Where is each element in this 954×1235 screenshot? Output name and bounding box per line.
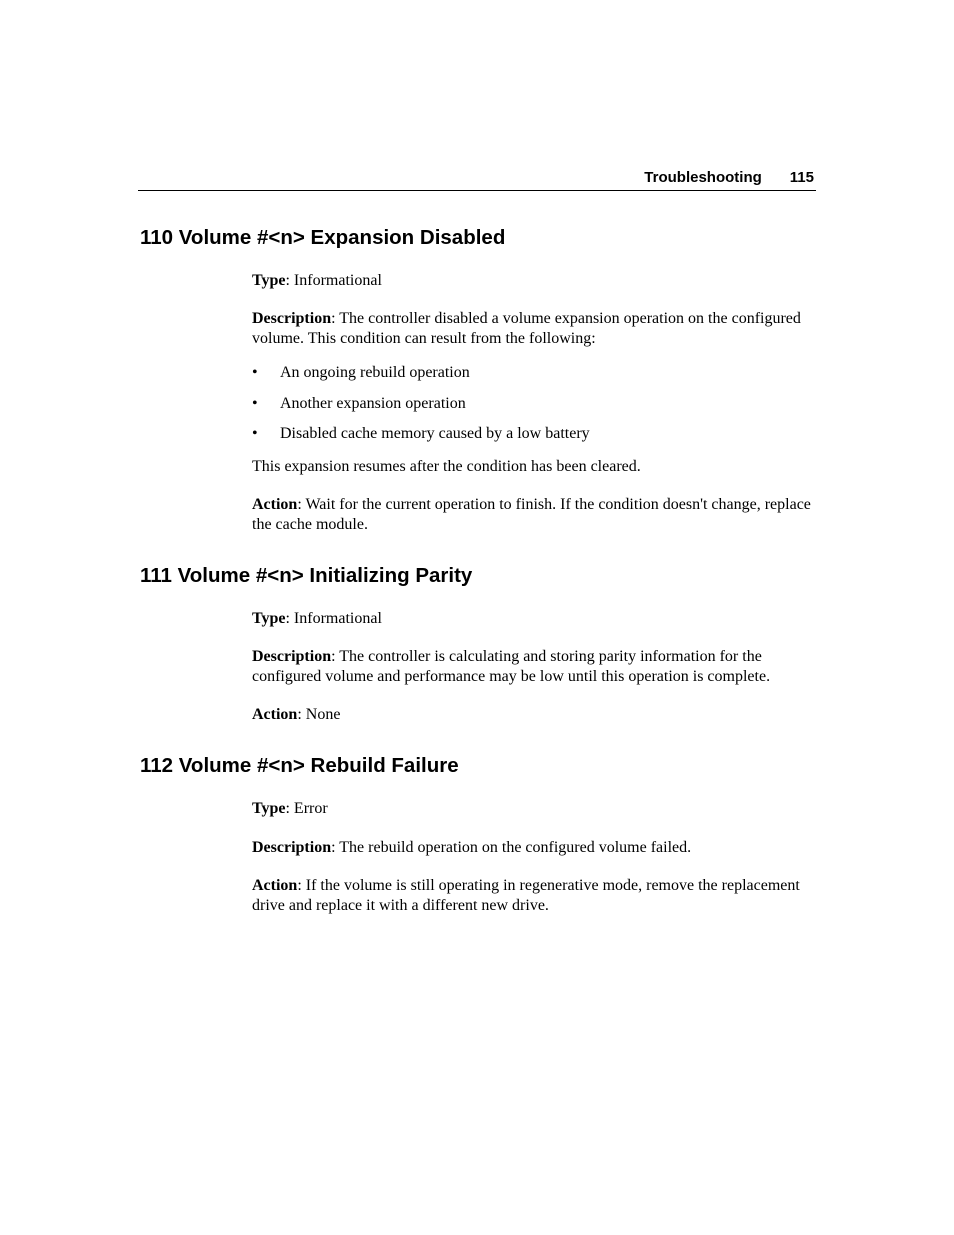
section-110-note: This expansion resumes after the condition has been cleared.	[252, 458, 641, 475]
section-112-description	[252, 838, 822, 858]
action-label: Action	[252, 706, 298, 723]
section-112-action	[252, 876, 822, 915]
action-text: : If the volume is still operating in regenerative mode, remove the replacement drive and replace it with a different new drive.	[252, 877, 800, 914]
description-text: : The rebuild operation on the configured volume failed.	[331, 839, 692, 856]
type-label: Type	[252, 800, 286, 817]
type-label: Type	[252, 272, 286, 289]
section-112-title: 112 Volume #<n> Rebuild Failure	[140, 754, 459, 777]
description-label: Description	[252, 648, 332, 665]
section-111-description	[252, 647, 822, 686]
running-header-text	[644, 169, 814, 186]
description-text: : The controller disabled a volume expansion operation on the configured volume. This condition can result from the following:	[252, 310, 801, 347]
description-label: Description	[252, 310, 332, 327]
section-110-description	[252, 309, 822, 348]
type-label: Type	[252, 610, 286, 627]
header-section-label: Troubleshooting	[644, 169, 762, 186]
bullet-text: An ongoing rebuild operation	[280, 364, 470, 381]
section-112-type	[252, 799, 822, 819]
bullet-text: Another expansion operation	[280, 395, 466, 412]
section-110-type	[252, 271, 822, 291]
section-110-title: 110 Volume #<n> Expansion Disabled	[140, 226, 506, 249]
type-value: : Informational	[285, 610, 382, 627]
page-number: 115	[789, 169, 814, 186]
description-label: Description	[252, 839, 332, 856]
type-value: : Informational	[285, 272, 382, 289]
section-111-type	[252, 609, 822, 629]
section-110-action	[252, 495, 822, 534]
action-text: : Wait for the current operation to finish. If the condition doesn't change, replace the cache module.	[252, 496, 811, 533]
type-value: : Error	[285, 800, 328, 817]
action-text: : None	[297, 706, 341, 723]
action-label: Action	[252, 496, 298, 513]
bullet-icon: •	[252, 395, 258, 412]
action-label: Action	[252, 877, 298, 894]
bullet-icon: •	[252, 364, 258, 381]
bullet-icon: •	[252, 425, 258, 442]
section-111-title: 111 Volume #<n> Initializing Parity	[140, 564, 473, 587]
bullet-text: Disabled cache memory caused by a low battery	[280, 425, 590, 442]
running-header	[138, 168, 816, 191]
section-111-action	[252, 705, 822, 725]
description-text: : The controller is calculating and storing parity information for the configured volume and performance may be low until this operation is complete.	[252, 648, 771, 685]
